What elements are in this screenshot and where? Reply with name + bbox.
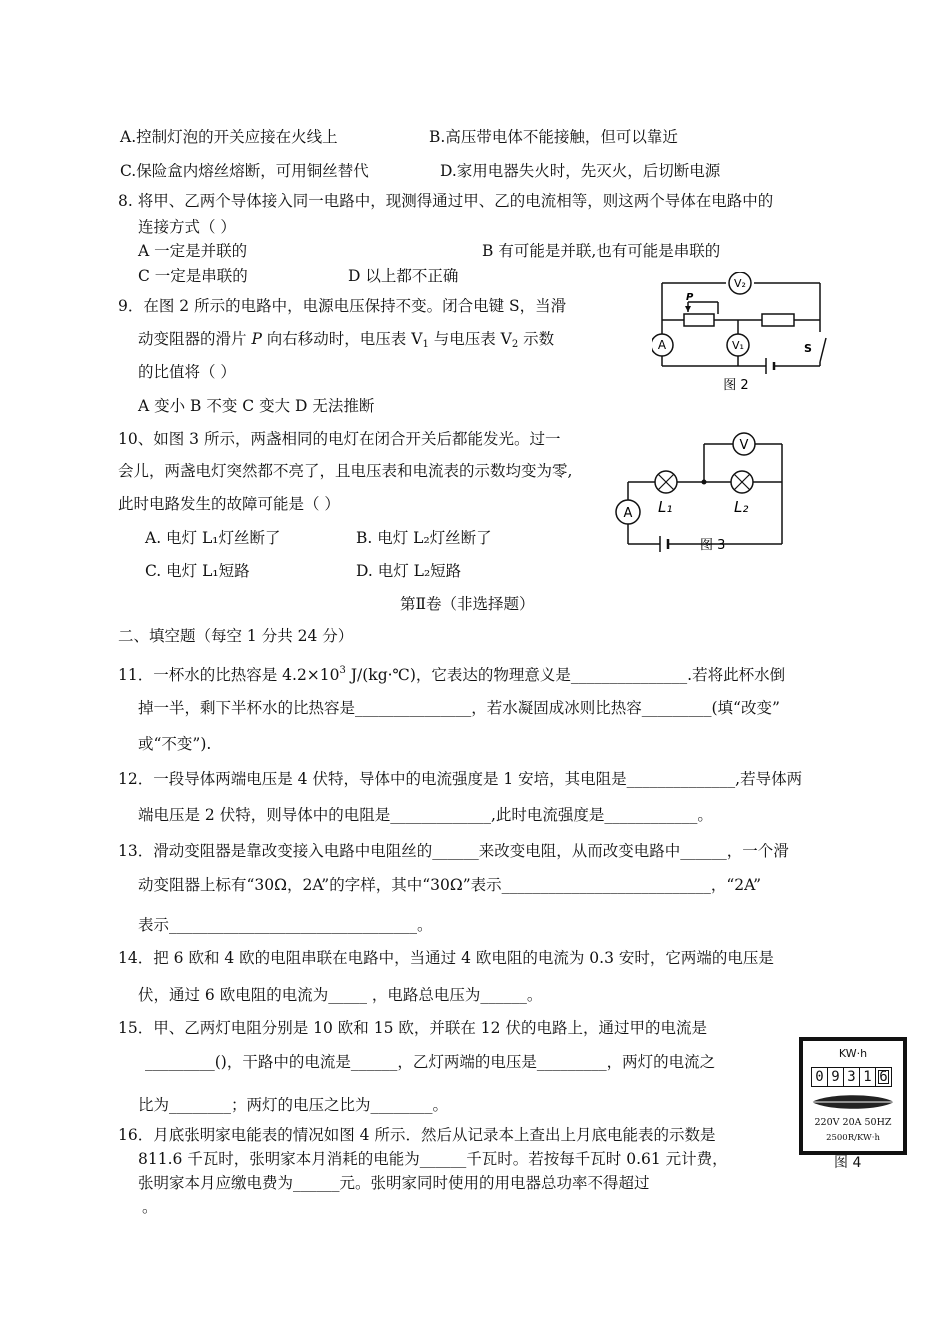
q9-stem-line2: 动变阻器的滑片 P 向右移动时，电压表 $V_1$ 与电压表 $V_2$ 示数 (138, 330, 555, 350)
q13-line3: 表示________________________________。 (138, 916, 433, 934)
q16-line4: 。 (142, 1198, 158, 1216)
fig2-p-label: P (686, 292, 694, 303)
q7-option-d: D.家用电器失火时，先灭火，后切断电源 (440, 162, 721, 180)
fig3-caption: 图 3 (700, 538, 726, 553)
meter-spec-label: 220V 20A 50HZ (814, 1117, 892, 1128)
q8-stem-line2: 连接方式（ ） (138, 218, 236, 236)
meter-digit: 9 (828, 1068, 844, 1086)
q7-option-c: C.保险盒内熔丝熔断，可用铜丝替代 (120, 162, 369, 180)
q10-option-d: D. 电灯 L₂短路 (356, 562, 462, 580)
q12-line1: 12．一段导体两端电压是 4 伏特，导体中的电流强度是 1 安培，其电阻是______________,若导体两 (118, 770, 803, 788)
q8-option-d: D 以上都不正确 (348, 267, 459, 285)
q14-line2: 伏，通过 6 欧电阻的电流为_____ ，电路总电压为______。 (138, 986, 543, 1004)
fig2-v1-label: V₁ (732, 339, 744, 352)
fig3-l1-label: L₁ (658, 498, 673, 516)
fig2-a-label: A (657, 338, 667, 352)
q16-line1: 16．月底张明家电能表的情况如图 4 所示．然后从记录本上查出上月底电能表的示数是 (118, 1126, 716, 1144)
q10-stem-line2: 会儿，两盏电灯突然都不亮了，且电压表和电流表的示数均变为零, (118, 462, 573, 480)
q13-line1: 13．滑动变阻器是靠改变接入电路中电阻丝的______来改变电阻，从而改变电路中______，一个滑 (118, 842, 789, 860)
fig3-l2-label: L₂ (734, 498, 749, 516)
meter-rev-label: 2500R/KW·h (826, 1133, 880, 1143)
meter-digit-decimal: 6 (876, 1068, 891, 1086)
q14-line1: 14．把 6 欧和 4 欧的电阻串联在电路中，当通过 4 欧电阻的电流为 0.3 安时，它两端的电压是 (118, 949, 774, 967)
meter-digit: 3 (844, 1068, 860, 1086)
q7-option-a: A.控制灯泡的开关应接在火线上 (120, 128, 338, 146)
q9-options: A 变小 B 不变 C 变大 D 无法推断 (138, 397, 375, 415)
q7-option-b: B.高压带电体不能接触，但可以靠近 (429, 128, 678, 146)
q8-option-b: B 有可能是并联,也有可能是串联的 (482, 242, 721, 260)
fig2-v2-label: V₂ (734, 277, 746, 290)
q11-line2: 掉一半，剩下半杯水的比热容是_______________，若水凝固成冰则比热容_________(填“改变” (138, 699, 780, 717)
q8-option-a: A 一定是并联的 (138, 242, 248, 260)
meter-disc-icon (808, 1091, 898, 1113)
figure-3-circuit (610, 430, 805, 555)
fig3-a-label: A (623, 506, 633, 521)
q8-stem-line1: 8. 将甲、乙两个导体接入同一电路中，现测得通过甲、乙的电流相等，则这两个导体在电路中的 (118, 192, 774, 210)
figure-2-circuit (652, 272, 832, 392)
meter-digit: 0 (812, 1068, 828, 1086)
fig3-v-label: V (739, 438, 749, 453)
q11-line1: 11．一杯水的比热容是 $4.2\times 10^3$ J/(kg·℃)，它表达的物理意义是_______________.若将此杯水倒 (118, 665, 786, 684)
fig4-caption: 图 4 (834, 1155, 862, 1171)
q10-stem-line3: 此时电路发生的故障可能是（ ） (118, 495, 340, 513)
q16-line3: 张明家本月应缴电费为______元。张明家同时使用的用电器总功率不得超过 (138, 1174, 650, 1192)
q10-option-c: C. 电灯 L₁短路 (145, 562, 250, 580)
q12-line2: 端电压是 2 伏特，则导体中的电阻是_____________,此时电流强度是____________。 (138, 806, 713, 824)
q9-stem-line1: 9．在图 2 所示的电路中，电源电压保持不变。闭合电键 S，当滑 (118, 297, 567, 315)
q15-line2: _________()，干路中的电流是______，乙灯两端的电压是_________，两灯的电流之 (145, 1053, 716, 1071)
q10-option-a: A. 电灯 L₁灯丝断了 (145, 529, 281, 547)
section-title: 第Ⅱ卷（非选择题） (400, 595, 535, 613)
meter-digit-row (811, 1067, 892, 1087)
q10-option-b: B. 电灯 L₂灯丝断了 (356, 529, 492, 547)
q11-line3: 或“不变”). (138, 735, 212, 753)
meter-digit: 1 (860, 1068, 876, 1086)
q10-stem-line1: 10、如图 3 所示，两盏相同的电灯在闭合开关后都能发光。过一 (118, 430, 561, 448)
figure-4-energy-meter (799, 1037, 907, 1155)
slider-arrow (685, 306, 691, 312)
q15-line1: 15．甲、乙两灯电阻分别是 10 欧和 15 欧，并联在 12 伏的电路上，通过甲的电流是 (118, 1019, 707, 1037)
q16-line2: 811.6 千瓦时，张明家本月消耗的电能为______千瓦时。若按每千瓦时 0.61 元计费， (138, 1150, 728, 1168)
meter-unit-label: KW·h (838, 1047, 868, 1060)
q15-line3: 比为________；两灯的电压之比为________。 (138, 1096, 449, 1114)
q8-option-c: C 一定是串联的 (138, 267, 248, 285)
q9-stem-line3: 的比值将（ ） (138, 363, 236, 381)
fill-in-header: 二、填空题（每空 1 分共 24 分） (118, 627, 354, 645)
fig2-caption: 图 2 (723, 378, 749, 392)
fig2-s-label: S (804, 342, 812, 355)
q13-line2: 动变阻器上标有“30Ω，2A”的字样，其中“30Ω”表示___________________________，“2A” (138, 876, 761, 894)
